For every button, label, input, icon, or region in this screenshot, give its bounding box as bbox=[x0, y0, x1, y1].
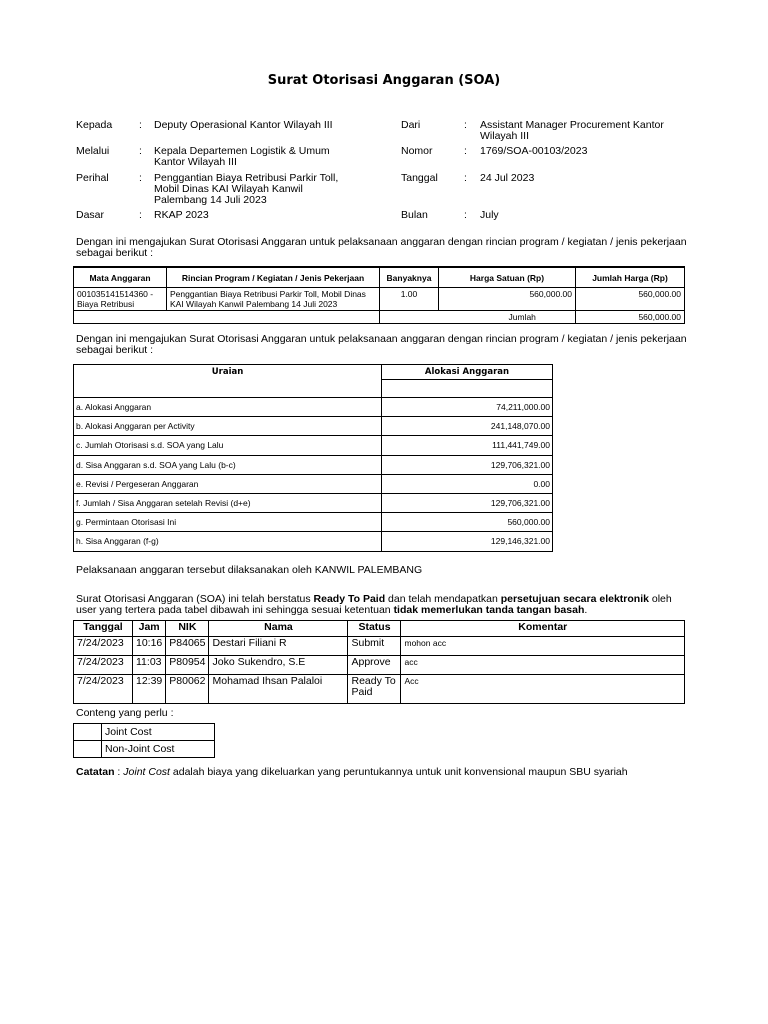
cell-nama: Destari Filiani R bbox=[209, 637, 348, 656]
conteng-label: Conteng yang perlu : bbox=[76, 707, 174, 719]
intro-paragraph-1: Dengan ini mengajukan Surat Otorisasi Anggaran untuk pelaksanaan anggaran dengan rincian program / kegiatan / jenis pekerjaan sebagai berikut : bbox=[76, 236, 687, 259]
col-header-nama: Nama bbox=[209, 621, 348, 637]
perihal-label: Perihal bbox=[76, 172, 109, 184]
row-label: a. Alokasi Anggaran bbox=[74, 398, 382, 417]
row-value: 241,148,070.00 bbox=[382, 417, 553, 436]
col-header-mata-anggaran: Mata Anggaran bbox=[74, 267, 167, 288]
table-row bbox=[74, 637, 685, 656]
colon: : bbox=[139, 145, 142, 157]
col-header-rincian: Rincian Program / Kegiatan / Jenis Pekerjaan bbox=[167, 267, 380, 288]
col-header-nik: NIK bbox=[166, 621, 209, 637]
col-header-komentar: Komentar bbox=[401, 621, 685, 637]
col-header-tanggal: Tanggal bbox=[74, 621, 133, 637]
dari-label: Dari bbox=[401, 119, 421, 131]
kepada-label: Kepada bbox=[76, 119, 113, 131]
row-value: 560,000.00 bbox=[382, 513, 553, 532]
cell-jumlah-harga: 560,000.00 bbox=[576, 288, 685, 311]
col-header-jumlah-harga: Jumlah Harga (Rp) bbox=[576, 267, 685, 288]
non-joint-cost-checkbox[interactable] bbox=[74, 741, 102, 758]
approval-log-table bbox=[73, 620, 685, 704]
budget-item-table bbox=[73, 266, 685, 324]
col-header-uraian: Uraian bbox=[74, 365, 382, 380]
table-row bbox=[74, 398, 553, 417]
row-value: 0.00 bbox=[382, 474, 553, 493]
kepada-value: Deputy Operasional Kantor Wilayah III bbox=[154, 119, 333, 131]
joint-cost-label: Joint Cost bbox=[102, 724, 215, 741]
row-label: b. Alokasi Anggaran per Activity bbox=[74, 417, 382, 436]
document-title: Surat Otorisasi Anggaran (SOA) bbox=[267, 73, 501, 88]
colon: : bbox=[464, 145, 467, 157]
cell-rincian: Penggantian Biaya Retribusi Parkir Toll, Mobil Dinas KAI Wilayah Kanwil Palembang 14 Juli 2023 bbox=[167, 288, 380, 311]
table-row bbox=[74, 656, 685, 675]
cell-komentar: acc bbox=[401, 656, 685, 675]
row-label: e. Revisi / Pergeseran Anggaran bbox=[74, 474, 382, 493]
total-row bbox=[74, 311, 685, 324]
tanggal-value: 24 Jul 2023 bbox=[480, 172, 535, 184]
col-header-jam: Jam bbox=[133, 621, 166, 637]
row-label: f. Jumlah / Sisa Anggaran setelah Revisi (d+e) bbox=[74, 493, 382, 512]
colon: : bbox=[139, 172, 142, 184]
bulan-value: July bbox=[480, 209, 499, 221]
table-row bbox=[74, 288, 685, 311]
row-value: 74,211,000.00 bbox=[382, 398, 553, 417]
budget-allocation-table bbox=[73, 364, 553, 552]
nomor-label: Nomor bbox=[401, 145, 433, 157]
checklist-row bbox=[74, 741, 215, 758]
table-row bbox=[74, 455, 553, 474]
cell-tanggal: 7/24/2023 bbox=[74, 656, 133, 675]
col-header-alokasi: Alokasi Anggaran bbox=[382, 365, 553, 380]
tanggal-label: Tanggal bbox=[401, 172, 438, 184]
row-value: 129,146,321.00 bbox=[382, 532, 553, 551]
cell-empty bbox=[382, 380, 553, 398]
table-row bbox=[74, 675, 685, 704]
melalui-value: Kepala Departemen Logistik & Umum Kantor Wilayah III bbox=[154, 145, 330, 168]
cell-status: Submit bbox=[348, 637, 401, 656]
bulan-label: Bulan bbox=[401, 209, 428, 221]
cell-mata-anggaran: 001035141514360 - Biaya Retribusi bbox=[74, 288, 167, 311]
pelaksanaan-text: Pelaksanaan anggaran tersebut dilaksanakan oleh KANWIL PALEMBANG bbox=[76, 564, 423, 576]
table-row bbox=[74, 436, 553, 455]
perihal-value: Penggantian Biaya Retribusi Parkir Toll, Mobil Dinas KAI Wilayah Kanwil Palembang 14 Juli 2023 bbox=[154, 172, 339, 206]
cost-type-checklist bbox=[73, 723, 215, 758]
table-row bbox=[74, 417, 553, 436]
cell-nik: P84065 bbox=[166, 637, 209, 656]
cell-nik: P80954 bbox=[166, 656, 209, 675]
catatan-note: Catatan : Joint Cost adalah biaya yang dikeluarkan yang peruntukannya untuk unit konvensional maupun SBU syariah bbox=[76, 766, 628, 778]
col-header-harga-satuan: Harga Satuan (Rp) bbox=[439, 267, 576, 288]
total-value: 560,000.00 bbox=[576, 311, 685, 324]
cell-empty bbox=[380, 311, 439, 324]
row-label: g. Permintaan Otorisasi Ini bbox=[74, 513, 382, 532]
table-row bbox=[74, 532, 553, 551]
table-row bbox=[74, 493, 553, 512]
col-header-status: Status bbox=[348, 621, 401, 637]
cell-jam: 10:16 bbox=[133, 637, 166, 656]
dasar-label: Dasar bbox=[76, 209, 105, 221]
joint-cost-checkbox[interactable] bbox=[74, 724, 102, 741]
row-value: 129,706,321.00 bbox=[382, 455, 553, 474]
cell-nama: Mohamad Ihsan Palaloi bbox=[209, 675, 348, 704]
nomor-value: 1769/SOA-00103/2023 bbox=[480, 145, 588, 157]
row-label: d. Sisa Anggaran s.d. SOA yang Lalu (b-c) bbox=[74, 455, 382, 474]
cell-jam: 11:03 bbox=[133, 656, 166, 675]
cell-harga-satuan: 560,000.00 bbox=[439, 288, 576, 311]
table-row bbox=[74, 474, 553, 493]
row-label: c. Jumlah Otorisasi s.d. SOA yang Lalu bbox=[74, 436, 382, 455]
approval-paragraph: Surat Otorisasi Anggaran (SOA) ini telah berstatus Ready To Paid dan telah mendapatkan persetujuan secara elektronik oleh user yang tertera pada tabel dibawah ini sehingga sesuai ketentuan tidak memerlukan tanda tangan basah. bbox=[76, 593, 672, 616]
colon: : bbox=[139, 209, 142, 221]
non-joint-cost-label: Non-Joint Cost bbox=[102, 741, 215, 758]
cell-banyaknya: 1.00 bbox=[380, 288, 439, 311]
table-row bbox=[74, 513, 553, 532]
row-value: 129,706,321.00 bbox=[382, 493, 553, 512]
colon: : bbox=[464, 172, 467, 184]
melalui-label: Melalui bbox=[76, 145, 110, 157]
colon: : bbox=[139, 119, 142, 131]
cell-nik: P80062 bbox=[166, 675, 209, 704]
cell-nama: Joko Sukendro, S.E bbox=[209, 656, 348, 675]
cell-empty bbox=[74, 380, 382, 398]
cell-komentar: Acc bbox=[401, 675, 685, 704]
intro-paragraph-2: Dengan ini mengajukan Surat Otorisasi Anggaran untuk pelaksanaan anggaran dengan rincian program / kegiatan / jenis pekerjaan sebagai berikut : bbox=[76, 333, 687, 356]
cell-jam: 12:39 bbox=[133, 675, 166, 704]
checklist-row bbox=[74, 724, 215, 741]
row-label: h. Sisa Anggaran (f-g) bbox=[74, 532, 382, 551]
col-header-banyaknya: Banyaknya bbox=[380, 267, 439, 288]
dari-value: Assistant Manager Procurement Kantor Wilayah III bbox=[480, 119, 664, 142]
total-label: Jumlah bbox=[439, 311, 576, 324]
cell-empty bbox=[74, 311, 380, 324]
cell-tanggal: 7/24/2023 bbox=[74, 675, 133, 704]
dasar-value: RKAP 2023 bbox=[154, 209, 209, 221]
cell-komentar: mohon acc bbox=[401, 637, 685, 656]
cell-status: Ready To Paid bbox=[348, 675, 401, 704]
cell-tanggal: 7/24/2023 bbox=[74, 637, 133, 656]
colon: : bbox=[464, 119, 467, 131]
colon: : bbox=[464, 209, 467, 221]
row-value: 111,441,749.00 bbox=[382, 436, 553, 455]
cell-status: Approve bbox=[348, 656, 401, 675]
